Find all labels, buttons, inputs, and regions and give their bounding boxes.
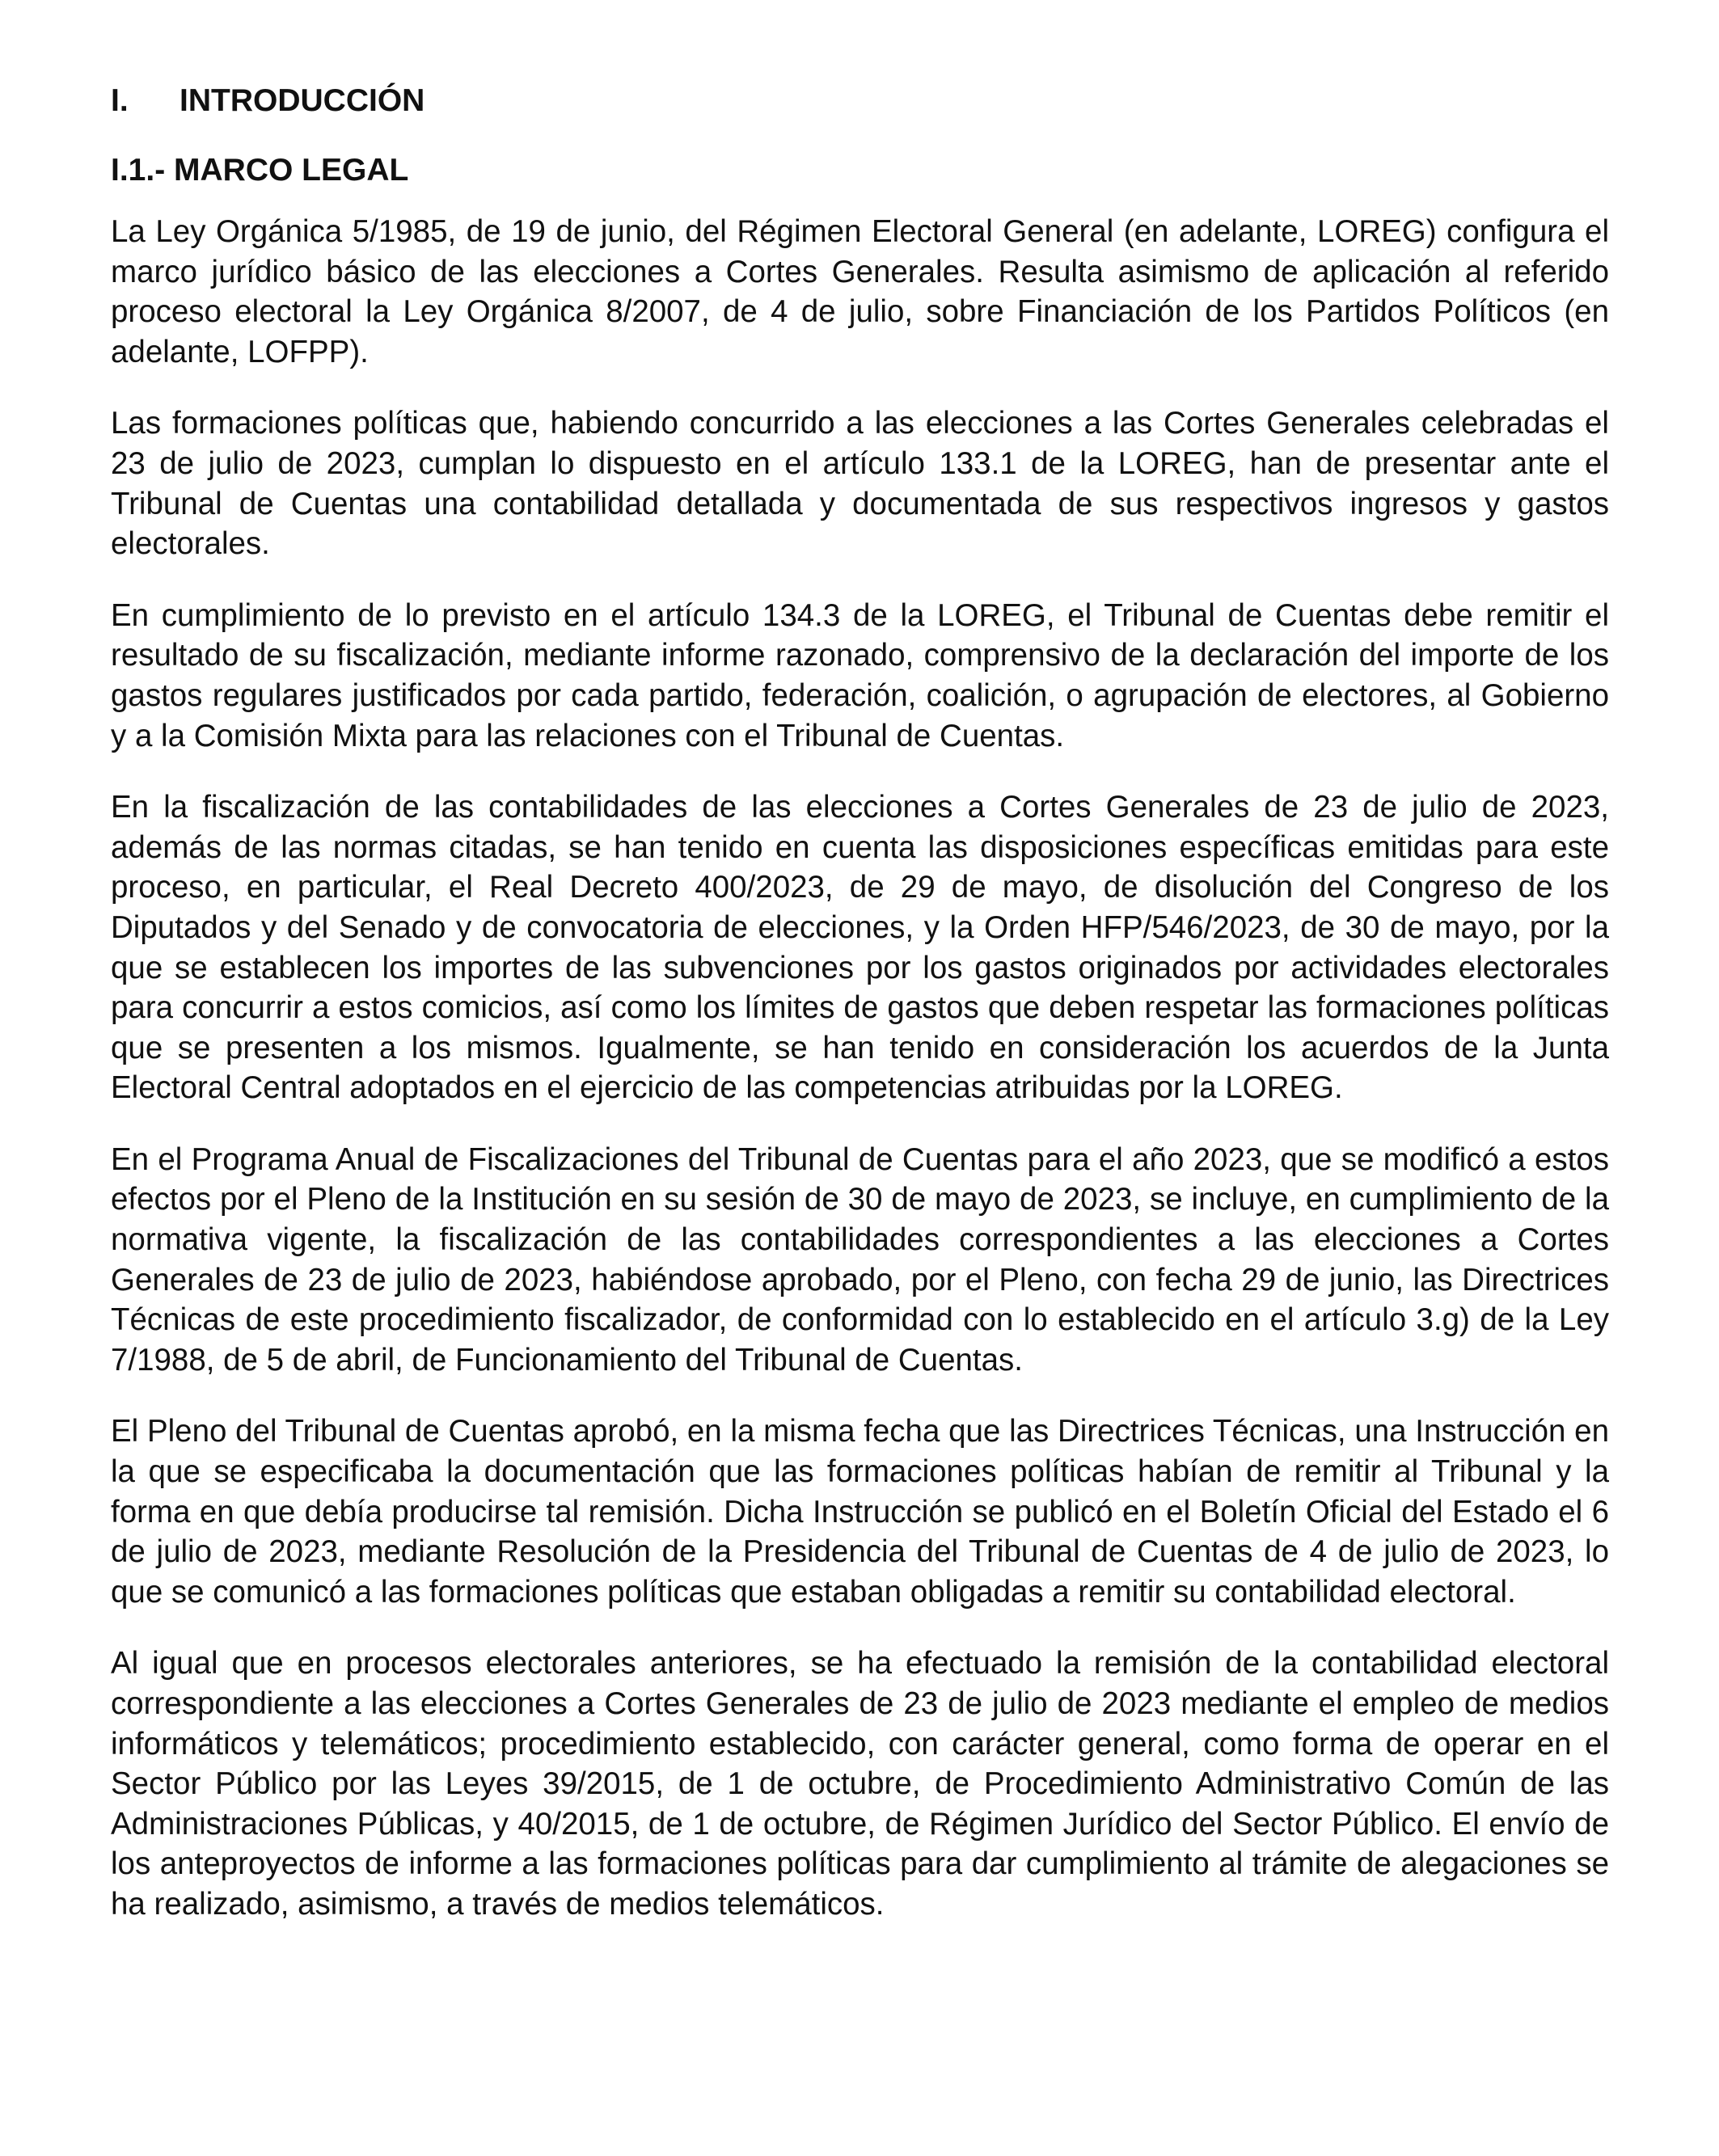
paragraph-instruction: El Pleno del Tribunal de Cuentas aprobó, en la misma fecha que las Directrices Técnicas, una Instrucción en la que se especificaba la documentación que las formaciones políticas habían de remitir al Tribunal y la forma en que debía producirse tal remisión. Dicha Instrucción se publicó en el Boletín Oficial del Estado el 6 de julio de 2023, mediante Resolución de la Presidencia del Tribunal de Cuentas de 4 de julio de 2023, lo que se comunicó a las formaciones políticas que estaban obligadas a remitir su contabilidad electoral. xyxy=(111,1414,1609,1610)
section-title: INTRODUCCIÓN xyxy=(180,83,425,118)
document-page xyxy=(111,81,1609,1956)
paragraph-report-submission: En cumplimiento de lo previsto en el artículo 134.3 de la LOREG, el Tribunal de Cuentas debe remitir el resultado de su fiscalización, mediante informe razonado, comprensivo de la declaración del importe de los gastos regulares justificados por cada partido, federación, coalición, o agrupación de electores, al Gobierno y a la Comisión Mixta para las relaciones con el Tribunal de Cuentas. xyxy=(111,597,1609,753)
paragraph-applicable-norms: En la fiscalización de las contabilidades de las elecciones a Cortes Generales de 23 de julio de 2023, además de las normas citadas, se han tenido en cuenta las disposiciones específicas emitidas para este proceso, en particular, el Real Decreto 400/2023, de 29 de mayo, de disolución del Congreso de los Diputados y del Senado y de convocatoria de elecciones, y la Orden HFP/546/2023, de 30 de mayo, por la que se establecen los importes de las subvenciones por los gastos originados por actividades electorales para concurrir a estos comicios, así como los límites de gastos que deben respetar las formaciones políticas que se presenten a los mismos. Igualmente, se han tenido en consideración los acuerdos de la Junta Electoral Central adoptados en el ejercicio de las competencias atribuidas por la LOREG. xyxy=(111,790,1609,1106)
section-heading xyxy=(111,81,1609,121)
paragraph-telematic-means: Al igual que en procesos electorales anteriores, se ha efectuado la remisión de la contabilidad electoral correspondiente a las elecciones a Cortes Generales de 23 de julio de 2023 mediante el empleo de medios informáticos y telemáticos; procedimiento establecido, con carácter general, como forma de operar en el Sector Público por las Leyes 39/2015, de 1 de octubre, de Procedimiento Administrativo Común de las Administraciones Públicas, y 40/2015, de 1 de octubre, de Régimen Jurídico del Sector Público. El envío de los anteproyectos de informe a las formaciones políticas para dar cumplimiento al trámite de alegaciones se ha realizado, asimismo, a través de medios telemáticos. xyxy=(111,1646,1609,1922)
paragraph-annual-program: En el Programa Anual de Fiscalizaciones del Tribunal de Cuentas para el año 2023, que se modificó a estos efectos por el Pleno de la Institución en su sesión de 30 de mayo de 2023, se incluye, en cumplimiento de la normativa vigente, la fiscalización de las contabilidades correspondientes a las elecciones a Cortes Generales de 23 de julio de 2023, habiéndose aprobado, por el Pleno, con fecha 29 de junio, las Directrices Técnicas de este procedimiento fiscalizador, de conformidad con lo establecido en el artículo 3.g) de la Ley 7/1988, de 5 de abril, de Funcionamiento del Tribunal de Cuentas. xyxy=(111,1141,1609,1378)
section-number: I. xyxy=(111,83,129,118)
subsection-title: I.1.- MARCO LEGAL xyxy=(111,153,409,188)
paragraph-accounting-obligation: Las formaciones políticas que, habiendo concurrido a las elecciones a las Cortes Generales celebradas el 23 de julio de 2023, cumplan lo dispuesto en el artículo 133.1 de la LOREG, han de presentar ante el Tribunal de Cuentas una contabilidad detallada y documentada de sus respectivos ingresos y gastos electorales. xyxy=(111,406,1609,562)
paragraph-loreg-framework: La Ley Orgánica 5/1985, de 19 de junio, del Régimen Electoral General (en adelante, LOREG) configura el marco jurídico básico de las elecciones a Cortes Generales. Resulta asimismo de aplicación al referido proceso electoral la Ley Orgánica 8/2007, de 4 de julio, sobre Financiación de los Partidos Políticos (en adelante, LOFPP). xyxy=(111,214,1609,369)
